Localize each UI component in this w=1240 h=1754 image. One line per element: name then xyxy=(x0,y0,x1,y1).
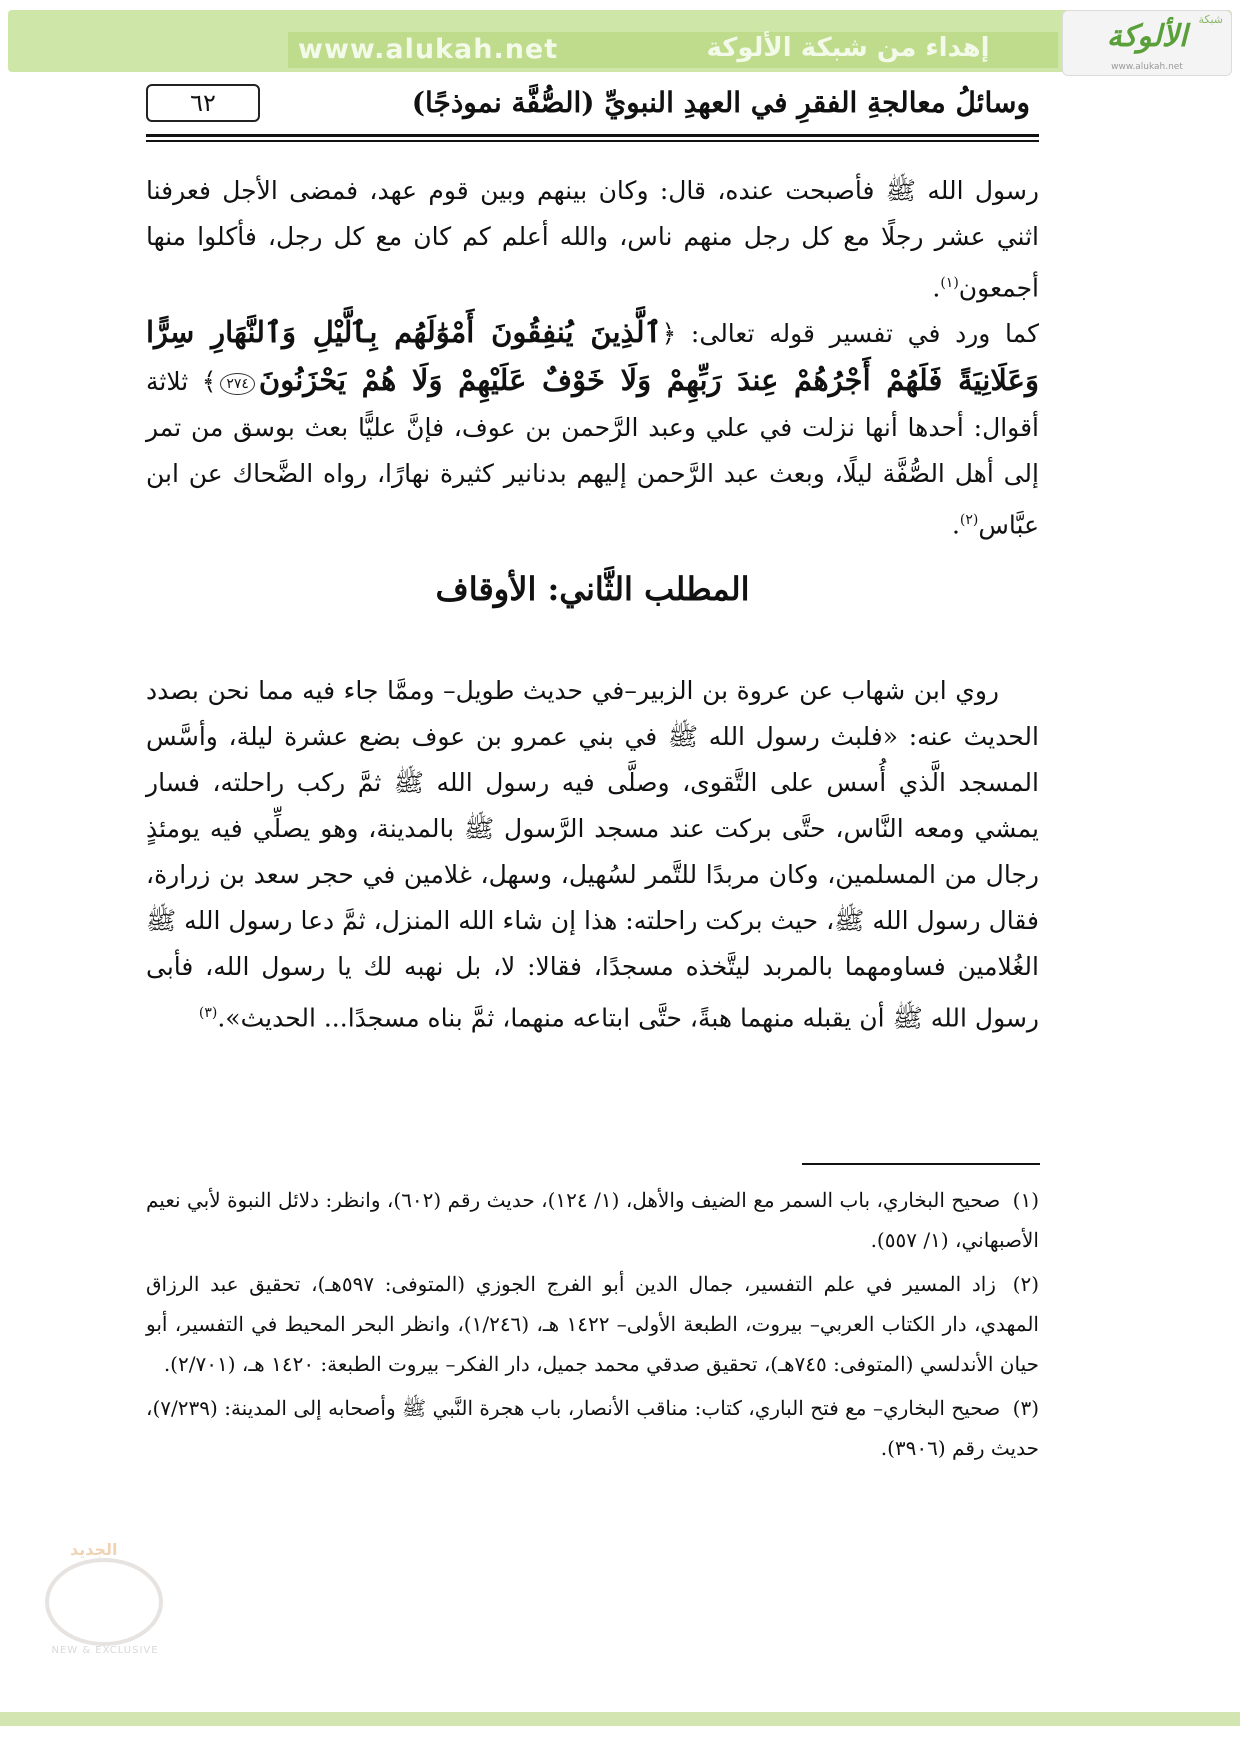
banner-url: www.alukah.net xyxy=(298,34,559,65)
page-number: ٦٢ xyxy=(146,84,260,122)
footnote-ref-2: (٢) xyxy=(959,512,979,528)
watermark-logo xyxy=(30,1540,180,1670)
footnote-1 xyxy=(146,1180,1039,1260)
running-title: وسائلُ معالجةِ الفقرِ في العهدِ النبويِّ (الصُّفَّة نموذجًا) xyxy=(411,86,1030,119)
paragraph-2-text: ﴾ ثلاثة أقوال: أحدها أنها نزلت في علي وعبد الرَّحمن بن عوف، فإنَّ عليًّا بعث بوسق من تمر إلى أهل الصُّفَّة ليلًا، وبعث عبد الرَّحمن إليهم بدنانير كثيرة نهارًا، رواه الضَّحاك عن ابن عبَّاس xyxy=(146,367,1039,540)
paragraph-1: رسول الله ﷺ فأصبحت عنده، قال: وكان بينهم وبين قوم عهد، فمضى الأجل فعرفنا اثني عشر رجلًا مع كل رجل منهم ناس، والله أعلم كم كان مع كل رجل، فأكلوا منها أجمعون$^{(١)}$. xyxy=(146,176,1039,303)
top-banner xyxy=(8,10,1232,72)
watermark-circle xyxy=(45,1558,163,1646)
footnote-text: صحيح البخاري، باب السمر مع الضيف والأهل، (١/ ١٢٤)، حديث رقم (٦٠٢)، وانظر: دلائل النبوة لأبي نعيم الأصبهاني، (١/ ٥٥٧). xyxy=(146,1188,1039,1252)
footnote-separator xyxy=(802,1163,1040,1165)
footnote-ref-1: (١) xyxy=(940,275,959,291)
paragraph-1-text: رسول الله ﷺ فأصبحت عنده، قال: وكان بينهم وبين قوم عهد، فمضى الأجل فعرفنا اثني عشر رجلًا مع كل رجل منهم ناس، والله أعلم كم كان مع كل رجل، فأكلوا منها أجمعون xyxy=(146,176,1039,303)
logo-top-text: شبكة xyxy=(1198,13,1223,26)
footnote-number: (١) xyxy=(1012,1188,1040,1212)
footnote-2 xyxy=(146,1264,1039,1384)
footnote-ref-3: (٣) xyxy=(198,1005,218,1021)
paragraph-3-text: روي ابن شهاب عن عروة بن الزبير–في حديث طويل– وممَّا جاء فيه مما نحن بصدد الحديث عنه: «فلبث رسول الله ﷺ في بني عمرو بن عوف بضع عشرة ليلة، وأسَّس المسجد الَّذي أُسس على التَّقوى، وصلَّى فيه رسول الله ﷺ ثمَّ ركب راحلته، فسار يمشي ومعه النَّاس، حتَّى بركت عند مسجد الرَّسول ﷺ بالمدينة، وهو يصلِّي فيه يومئذٍ رجال من المسلمين، وكان مربدًا للتَّمر لسُهيل، وسهل، غلامين في حجر سعد بن زرارة، فقال رسول الله ﷺ، حيث بركت راحلته: هذا إن شاء الله المنزل، ثمَّ دعا رسول الله ﷺ الغُلامين فساومهما بالمربد ليتَّخذه مسجدًا، فقالا: لا، بل نهبه لك يا رسول الله، فأبى رسول الله ﷺ أن يقبله منهما هبةً، حتَّى ابتاعه منهما، ثمَّ بناه مسجدًا... الحديث». xyxy=(146,676,1039,1033)
header-rule-thin xyxy=(146,140,1039,142)
paragraph-2-intro: كما ورد في تفسير قوله تعالى: ﴿ xyxy=(661,319,1039,348)
footnote-number: (٢) xyxy=(1012,1272,1039,1296)
watermark-top-text: الجديد xyxy=(70,1540,118,1559)
paragraph-2: كما ورد في تفسير قوله تعالى: ﴿ٱلَّذِينَ يُنفِقُونَ أَمْوَٰلَهُم بِٱلَّيْلِ وَٱلنَّهَارِ سِرًّا وَعَلَانِيَةً فَلَهُمْ أَجْرُهُمْ عِندَ رَبِّهِمْ وَلَا خَوْفٌ عَلَيْهِمْ وَلَا هُمْ يَحْزَنُونَ٢٧٤﴾ ثلاثة أقوال: أحدها أنها نزلت في علي وعبد الرَّحمن بن عوف، فإنَّ عليًّا بعث بوسق من تمر إلى أهل الصُّفَّة ليلًا، وبعث عبد الرَّحمن إليهم بدنانير كثيرة نهارًا، رواه الضَّحاك عن ابن عبَّاس$^{(٢)}$. xyxy=(146,315,1039,540)
watermark-bottom-text: NEW & EXCLUSIVE xyxy=(51,1645,159,1656)
header-rule xyxy=(146,134,1039,137)
bottom-bar xyxy=(0,1712,1240,1726)
footnote-text: صحيح البخاري– مع فتح الباري، كتاب: مناقب الأنصار، باب هجرة النَّبي ﷺ وأصحابه إلى المدينة: (٧/٢٣٩)، حديث رقم (٣٩٠٦). xyxy=(146,1396,1039,1460)
logo-url: www.alukah.net xyxy=(1111,62,1183,72)
logo-text: الألوكة xyxy=(1106,19,1188,54)
footnote-number: (٣) xyxy=(1012,1396,1039,1420)
banner-gift-text: إهداء من شبكة الألوكة xyxy=(706,33,990,63)
alukah-logo xyxy=(1062,10,1232,76)
footnote-text: زاد المسير في علم التفسير، جمال الدين أبو الفرج الجوزي (المتوفى: ٥٩٧هـ)، تحقيق عبد الرزاق المهدي، دار الكتاب العربي– بيروت، الطبعة الأولى– ١٤٢٢ هـ، (١/٢٤٦)، وانظر البحر المحيط في التفسير، أبو حيان الأندلسي (المتوفى: ٧٤٥هـ)، تحقيق صدقي محمد جميل، دار الفكر– بيروت الطبعة: ١٤٢٠ هـ، (٢/٧٠١). xyxy=(146,1272,1039,1376)
section-heading: المطلب الثَّاني: الأوقاف xyxy=(435,570,750,608)
paragraph-3 xyxy=(146,668,1039,1041)
footnotes xyxy=(146,1180,1039,1472)
footnote-3 xyxy=(146,1388,1039,1468)
ayah-number: ٢٧٤ xyxy=(220,373,255,395)
quran-verse: ٱلَّذِينَ يُنفِقُونَ أَمْوَٰلَهُم بِٱلَّيْلِ وَٱلنَّهَارِ سِرًّا وَعَلَانِيَةً فَلَهُمْ أَجْرُهُمْ عِندَ رَبِّهِمْ وَلَا خَوْفٌ عَلَيْهِمْ وَلَا هُمْ يَحْزَنُونَ xyxy=(146,315,1039,397)
